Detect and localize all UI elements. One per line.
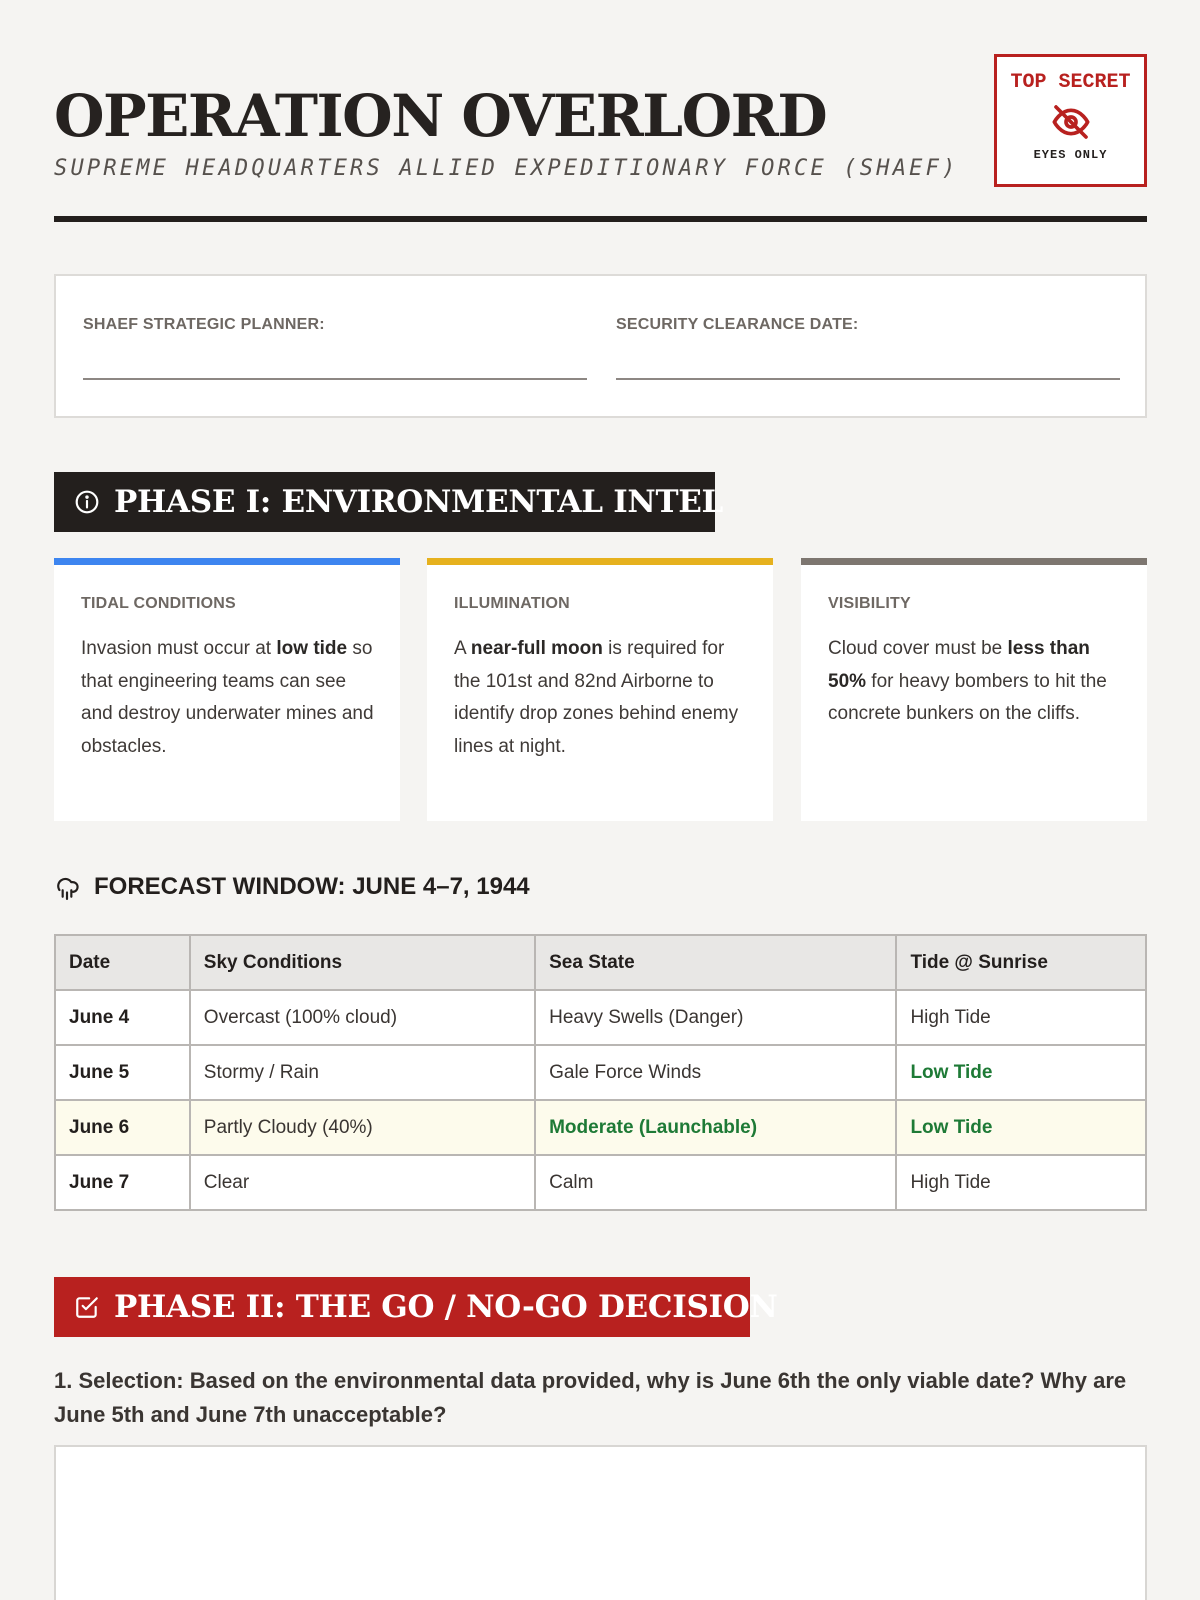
table-header-row: [55, 935, 1146, 990]
intel-cards: [54, 558, 1147, 821]
cell-tide: Low Tide: [896, 1045, 1146, 1100]
cell-sky: Clear: [190, 1155, 535, 1210]
column-header-sky: Sky Conditions: [190, 935, 535, 990]
cell-date: June 4: [55, 990, 190, 1045]
column-header-date: Date: [55, 935, 190, 990]
planner-field[interactable]: [83, 316, 587, 380]
forecast-heading: [54, 873, 530, 901]
cell-sea: Gale Force Winds: [535, 1045, 896, 1100]
table-row: [55, 990, 1146, 1045]
cell-date: June 5: [55, 1045, 190, 1100]
question-1: 1. Selection: Based on the environmental data provided, why is June 6th the only viable date? Why are June 5th and June 7th unacceptable?: [54, 1368, 1127, 1427]
cell-sky: Stormy / Rain: [190, 1045, 535, 1100]
cell-sky: Partly Cloudy (40%): [190, 1100, 535, 1155]
table-row: [55, 1045, 1146, 1100]
page-title: OPERATION OVERLORD: [54, 82, 827, 150]
table-row-highlighted: [55, 1100, 1146, 1155]
clearance-date-input-line[interactable]: [616, 378, 1120, 380]
cell-date: June 6: [55, 1100, 190, 1155]
document-header: [54, 0, 1147, 222]
worksheet-page: [54, 0, 1147, 1427]
stamp-label: TOP SECRET: [1010, 71, 1131, 94]
answer-textarea[interactable]: [54, 1445, 1147, 1600]
cell-tide: High Tide: [896, 1155, 1146, 1210]
signoff-panel: [54, 274, 1147, 418]
classification-stamp: [994, 54, 1147, 187]
phase2-header: [54, 1277, 778, 1337]
info-icon: [74, 489, 100, 515]
stamp-sub-label: EYES ONLY: [1033, 148, 1108, 162]
forecast-title: FORECAST WINDOW: JUNE 4–7, 1944: [94, 873, 530, 900]
planner-label: SHAEF STRATEGIC PLANNER:: [83, 316, 325, 333]
cell-sea: Moderate (Launchable): [535, 1100, 896, 1155]
clearance-date-field[interactable]: [616, 316, 1120, 380]
cell-sea: Calm: [535, 1155, 896, 1210]
card-tidal-conditions: [54, 558, 400, 821]
phase1-header: [54, 472, 724, 532]
cell-date: June 7: [55, 1155, 190, 1210]
cell-tide: Low Tide: [896, 1100, 1146, 1155]
card-title: VISIBILITY: [828, 595, 911, 612]
cell-sea: Heavy Swells (Danger): [535, 990, 896, 1045]
forecast-table: [54, 934, 1147, 1211]
card-body: A near-full moon is required for the 101st and 82nd Airborne to identify drop zones behind enemy lines at night.: [454, 638, 739, 757]
card-title: TIDAL CONDITIONS: [81, 595, 236, 612]
card-visibility: [801, 558, 1147, 821]
page-subtitle: SUPREME HEADQUARTERS ALLIED EXPEDITIONARY FORCE (SHAEF): [54, 156, 959, 181]
cell-sky: Overcast (100% cloud): [190, 990, 535, 1045]
column-header-sea: Sea State: [535, 935, 896, 990]
checkbox-icon: [74, 1294, 100, 1320]
column-header-tide: Tide @ Sunrise: [896, 935, 1146, 990]
card-body: Invasion must occur at low tide so that engineering teams can see and destroy underwater mines and obstacles.: [81, 638, 374, 757]
card-body: Cloud cover must be less than 50% for heavy bombers to hit the concrete bunkers on the cliffs.: [828, 638, 1107, 724]
eye-off-icon: [1051, 102, 1091, 142]
planner-input-line[interactable]: [83, 378, 587, 380]
card-title: ILLUMINATION: [454, 595, 570, 612]
table-row: [55, 1155, 1146, 1210]
cloud-rain-icon: [54, 874, 80, 900]
cell-tide: High Tide: [896, 990, 1146, 1045]
clearance-date-label: SECURITY CLEARANCE DATE:: [616, 316, 859, 333]
card-illumination: [427, 558, 773, 821]
phase2-title: PHASE II: THE GO / NO-GO DECISION: [114, 1289, 778, 1325]
phase1-title: PHASE I: ENVIRONMENTAL INTEL: [114, 484, 724, 520]
